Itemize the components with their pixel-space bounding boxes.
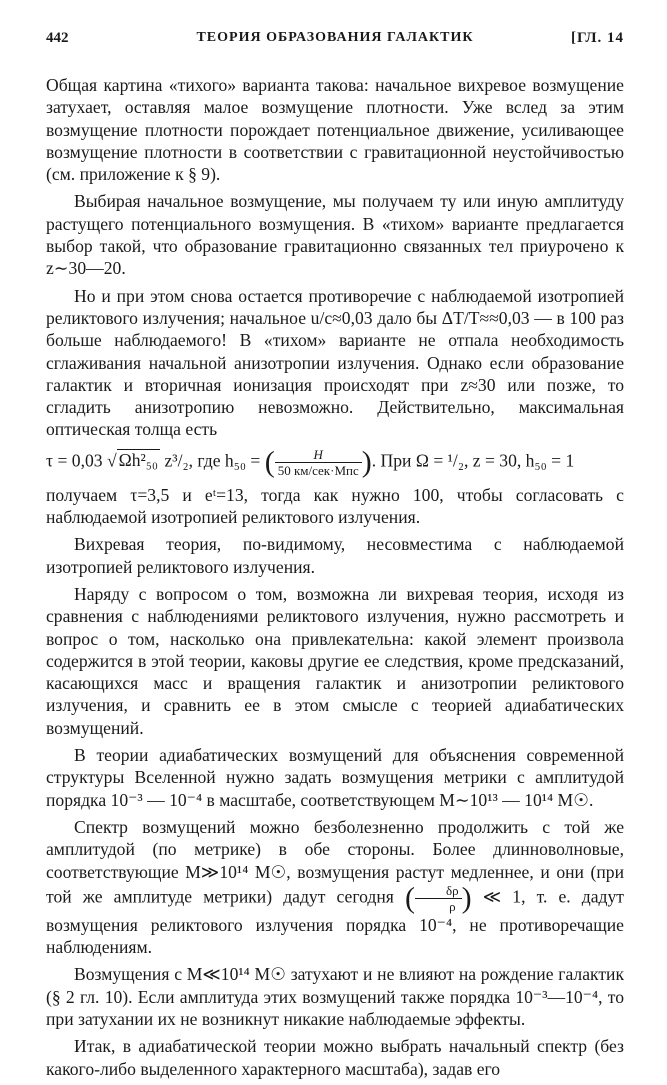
formula-radicand: Ωh²₅₀ — [118, 450, 159, 471]
paragraph: Возмущения с M≪10¹⁴ M☉ затухают и не влияют на рождение галактик (§ 2 гл. 10). Если амплитуда этих возмущений также порядка 10⁻³—10⁻⁴, то при затухании их не возникнут никакие наблюдаемые эффекты. — [46, 964, 624, 1029]
paragraph: Но и при этом снова остается противоречие с наблюдаемой изотропией реликтового излучения; начальное u/c≈0,03 дало бы ΔT/T≈≈0,03 — в 100 раз больше наблюдаемого! В «тихом» варианте не отпала необходимость сглаживания начальной анизотропии излучения. Однако если образование галактик и вторичная ионизация происходят при z≈30 или позже, то сгладить анизотропию невозможно. Действительно, максимальная оптическая толща есть — [46, 285, 624, 440]
paragraph: Вихревая теория, по-видимому, несовместима с наблюдаемой изотропией реликтового излучения. — [46, 534, 624, 577]
formula-where: где h₅₀ = — [197, 450, 261, 471]
sqrt-sign: √ — [107, 450, 117, 471]
right-paren: ) — [461, 881, 472, 915]
paragraph: Общая картина «тихого» варианта такова: начальное вихревое возмущение затухает, оставляя малое возмущение плотности. Уже вслед за этим возмущение плотности порождает потенциальное движение, усиливающее возмущение плотности в соответствии с гравитационной неустойчивостью (см. приложение к § 9). — [46, 75, 624, 185]
formula-z-power: z³/₂, — [164, 450, 193, 471]
paragraph-part: Спектр возмущений можно безболезненно продолжить с той же амплитудой (по метрике) в обе стороны. Более длинноволновые, соответствующие M≫10¹⁴ M☉, возмущения растут медленнее, и они (при той же амплитуде метрики) дадут сегодня — [46, 816, 624, 907]
chapter-marker: [ГЛ. 14 — [571, 30, 624, 46]
hubble-fraction — [275, 447, 362, 478]
paragraph: Итак, в адиабатической теории можно выбрать начальный спектр (без какого-либо выделенного характерного масштаба), задав его — [46, 1036, 624, 1079]
formula-lhs: τ = 0,03 — [46, 450, 103, 471]
fraction-denominator: 50 км/сек·Мпс — [277, 462, 359, 478]
body-text — [46, 74, 624, 1085]
paragraph: В теории адиабатических возмущений для объяснения современной структуры Вселенной нужно задать возмущения метрики с амплитудой порядка 10⁻³ — 10⁻⁴ в масштабе, соответствующем M∼10¹³ — 10¹⁴ M☉. — [46, 745, 624, 810]
fraction-numerator: H — [275, 447, 362, 463]
page-number: 442 — [46, 30, 69, 46]
formula-conditions: . При Ω = ¹/₂, z = 30, h₅₀ = 1 — [371, 450, 575, 471]
paragraph: получаем τ=3,5 и eᵗ=13, тогда как нужно 100, чтобы согласовать с наблюдаемой изотропией реликтового излучения. — [46, 484, 624, 528]
ratio-denominator: ρ — [449, 898, 456, 914]
density-ratio — [415, 883, 462, 914]
paragraph: Наряду с вопросом о том, возможна ли вихревая теория, исходя из сравнения с наблюдениями реликтового излучения, нужно рассмотреть и вопрос о том, насколько она привлекательна: какой элемент произвола содержится в этой теории, каковы другие ее следствия, кроме предсказаний, касающихся масс и вращения галактик и анизотропии реликтового излучения, и сравнить ее в этом смысле с теорией адиабатических возмущений. — [46, 583, 624, 738]
paragraph: Выбирая начальное возмущение, мы получаем ту или иную амплитуду растущего потенциального возмущения. В «тихом» варианте предлагается выбор такой, что образование гравитационно связанных тел приурочено к z∼30—20. — [46, 191, 624, 279]
left-paren: ( — [405, 881, 415, 915]
paragraph-part: ≪ 1, т. е. дадут возмущения реликтового излучения порядка 10⁻⁴, не противоречащие наблюдениям. — [46, 886, 624, 958]
right-paren: ) — [361, 445, 372, 479]
ratio-numerator: δρ — [415, 883, 462, 899]
left-paren: ( — [264, 445, 275, 479]
running-header — [46, 30, 624, 52]
paragraph — [46, 816, 624, 958]
running-title: ТЕОРИЯ ОБРАЗОВАНИЯ ГАЛАКТИК — [196, 30, 474, 45]
optical-depth-formula — [46, 447, 624, 478]
